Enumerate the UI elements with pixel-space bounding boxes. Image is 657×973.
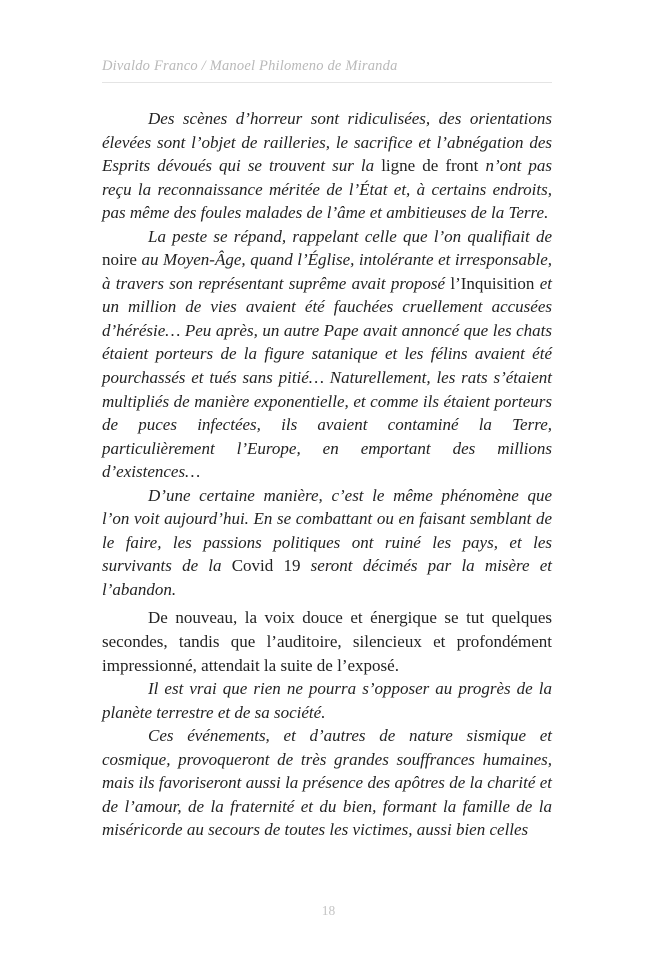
paragraph-3-text-c: seront décimés par la misère et l’abandon.: [102, 556, 553, 599]
paragraph-2-text-a: La peste se répand, rappelant celle que l’on qualifiait de: [148, 226, 552, 246]
paragraph-1-text-b: ligne de front: [381, 156, 479, 176]
paragraph-2: [102, 225, 552, 484]
paragraph-4-text-a: De nouveau, la voix douce et énergique se tut quelques secondes, tandis que l’auditoire, silencieux et profondément impressionné, attendait la suite de l’exposé.: [102, 608, 552, 675]
body-text: [102, 107, 552, 842]
paragraph-1-text-a: Des scènes d’horreur sont ridiculisées, des orientations élevées sont l’objet de railleries, le sacrifice et l’abnégation des Esprits dévoués qui se trouvent sur la: [102, 109, 552, 176]
paragraph-6-text-a: Ces événements, et d’autres de nature sismique et cosmique, provoqueront de très grandes souffrances humaines, mais ils favoriseront aussi la présence des apôtres de la charité et de l’amour, de la fraternité et du bien, formant la famille de la miséricorde au secours de toutes les victimes, aussi bien celles: [102, 726, 552, 840]
paragraph-2-text-b: noire: [102, 250, 137, 270]
paragraph-5-text-a: Il est vrai que rien ne pourra s’opposer au progrès de la planète terrestre et de sa société.: [102, 679, 552, 722]
header-divider: [102, 82, 552, 83]
paragraph-3-text-b: Covid 19: [231, 556, 301, 576]
page-number: 18: [321, 903, 336, 918]
paragraph-1: [102, 107, 552, 225]
paragraph-2-text-d: l’Inquisition: [450, 273, 535, 293]
paragraph-2-text-c: au Moyen-Âge, quand l’Église, intolérante et irresponsable, à travers son représentant suprême avait proposé: [102, 250, 553, 293]
paragraph-2-text-e: et un million de vies avaient été fauchées cruellement accusées d’hérésie… Peu après, un autre Pape avait annoncé que les chats étaient porteurs de la figure satanique et les félins avaient été pourchassés et tués sans pitié… Naturellement, les rats s’étaient multipliés de manière exponentielle, et comme ils étaient porteurs de puces infectées, ils avaient contaminé la Terre, particulièrement l’Europe, en emportant des millions d’existences…: [102, 273, 553, 482]
running-header: Divaldo Franco / Manoel Philomeno de Miranda: [102, 58, 398, 74]
paragraph-6: [102, 724, 552, 842]
paragraph-1-text-c: n’ont pas reçu la reconnaissance méritée de l’État et, à certains endroits, pas même des foules malades de l’âme et ambitieuses de la Terre.: [102, 156, 553, 223]
paragraph-3: [102, 484, 552, 602]
paragraph-5: [102, 677, 552, 724]
paragraph-4: [102, 606, 552, 677]
paragraph-3-text-a: D’une certaine manière, c’est le même phénomène que l’on voit aujourd’hui. En se combattant ou en faisant semblant de le faire, les passions politiques ont ruiné les pays, et les survivants de la: [102, 485, 552, 576]
